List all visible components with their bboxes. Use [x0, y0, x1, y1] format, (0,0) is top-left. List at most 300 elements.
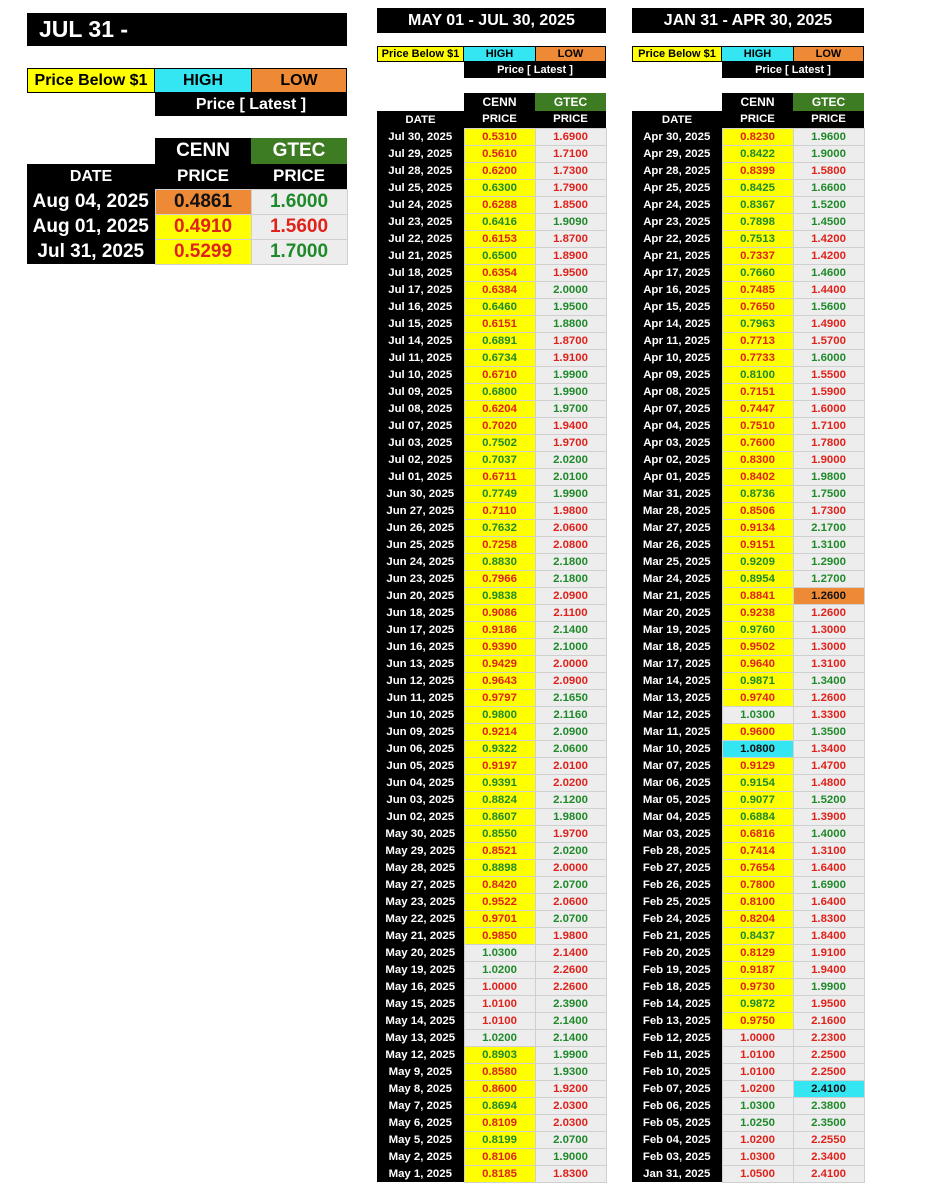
gtec-price-cell: 1.8400 [793, 927, 864, 944]
legend-high: HIGH [155, 68, 251, 93]
date-cell: Jul 25, 2025 [377, 179, 464, 196]
gtec-price-cell: 1.5800 [793, 162, 864, 179]
gtec-price-cell: 2.1400 [535, 621, 606, 638]
table-row [377, 1029, 606, 1046]
gtec-price-cell: 1.9900 [535, 1046, 606, 1063]
gtec-price-cell: 1.2600 [793, 689, 864, 706]
date-cell: Jun 06, 2025 [377, 740, 464, 757]
cenn-price-cell: 0.9429 [464, 655, 535, 672]
table-row [632, 1148, 864, 1165]
cenn-price-cell: 0.9187 [722, 961, 793, 978]
cenn-price-cell: 0.8607 [464, 808, 535, 825]
cenn-price-cell: 0.7447 [722, 400, 793, 417]
cenn-price-cell: 0.7898 [722, 213, 793, 230]
table-row [632, 978, 864, 995]
gtec-price-cell: 2.0000 [535, 281, 606, 298]
table-row [632, 451, 864, 468]
cenn-price-cell: 0.9134 [722, 519, 793, 536]
date-cell: Mar 18, 2025 [632, 638, 722, 655]
table-row [377, 825, 606, 842]
table-row [377, 179, 606, 196]
date-cell: May 30, 2025 [377, 825, 464, 842]
date-cell: Apr 22, 2025 [632, 230, 722, 247]
table-row [377, 417, 606, 434]
gtec-price-cell: 1.7500 [793, 485, 864, 502]
gtec-price-cell: 2.0300 [535, 1097, 606, 1114]
gtec-price-cell: 1.4000 [793, 825, 864, 842]
table-row [377, 604, 606, 621]
cenn-price-cell: 0.6500 [464, 247, 535, 264]
gtec-price-cell: 1.9600 [793, 128, 864, 145]
date-cell: Jan 31, 2025 [632, 1165, 722, 1182]
gtec-price-cell: 2.2550 [793, 1131, 864, 1148]
cenn-price-cell: 0.8300 [722, 451, 793, 468]
table-row [632, 859, 864, 876]
date-cell: Jun 11, 2025 [377, 689, 464, 706]
gtec-price-cell: 1.7300 [535, 162, 606, 179]
legend-right-low: LOW [793, 46, 864, 62]
date-cell: Jul 11, 2025 [377, 349, 464, 366]
cenn-price-cell: 0.9800 [464, 706, 535, 723]
table-row [377, 145, 606, 162]
mid-header-cenn: CENN [464, 93, 535, 111]
gtec-price-cell: 2.0900 [535, 723, 606, 740]
gtec-price-cell: 2.2500 [793, 1063, 864, 1080]
legend-right-label-bar [722, 62, 864, 78]
legend-latest-label: Price [ Latest ] [195, 96, 307, 113]
cenn-price-cell: 0.5299 [155, 239, 251, 264]
gtec-price-cell: 1.3000 [793, 621, 864, 638]
legend-below-one: Price Below $1 [27, 68, 155, 93]
gtec-price-cell: 2.1100 [535, 604, 606, 621]
latest-subheader-date: DATE [27, 164, 155, 189]
gtec-price-cell: 1.3100 [793, 655, 864, 672]
gtec-price-cell: 1.8500 [535, 196, 606, 213]
cenn-price-cell: 0.7650 [722, 298, 793, 315]
cenn-price-cell: 0.8824 [464, 791, 535, 808]
table-row [632, 570, 864, 587]
date-cell: Aug 01, 2025 [27, 214, 155, 239]
right-title-bar [632, 8, 864, 33]
date-cell: Feb 11, 2025 [632, 1046, 722, 1063]
cenn-price-cell: 0.9522 [464, 893, 535, 910]
table-row [632, 604, 864, 621]
table-row [377, 876, 606, 893]
gtec-price-cell: 2.1800 [535, 553, 606, 570]
date-cell: Feb 24, 2025 [632, 910, 722, 927]
date-cell: Mar 14, 2025 [632, 672, 722, 689]
table-row [632, 349, 864, 366]
table-row [632, 247, 864, 264]
gtec-price-cell: 2.1400 [535, 1012, 606, 1029]
table-row [632, 264, 864, 281]
date-cell: Jun 24, 2025 [377, 553, 464, 570]
cenn-price-cell: 1.0100 [464, 995, 535, 1012]
cenn-price-cell: 0.8954 [722, 570, 793, 587]
date-cell: Apr 09, 2025 [632, 366, 722, 383]
legend-latest [27, 68, 347, 93]
cenn-price-cell: 0.6354 [464, 264, 535, 281]
cenn-price-cell: 0.7110 [464, 502, 535, 519]
table-row [377, 298, 606, 315]
date-cell: Apr 03, 2025 [632, 434, 722, 451]
cenn-price-cell: 0.6300 [464, 179, 535, 196]
cenn-price-cell: 1.0000 [464, 978, 535, 995]
table-row [632, 502, 864, 519]
cenn-price-cell: 1.0300 [722, 706, 793, 723]
date-cell: May 22, 2025 [377, 910, 464, 927]
gtec-price-cell: 1.8700 [535, 230, 606, 247]
table-row [632, 927, 864, 944]
cenn-price-cell: 0.6384 [464, 281, 535, 298]
date-cell: Mar 03, 2025 [632, 825, 722, 842]
gtec-price-cell: 1.9700 [535, 400, 606, 417]
cenn-price-cell: 0.4861 [155, 189, 251, 214]
legend-mid-low: LOW [535, 46, 606, 62]
table-row [377, 859, 606, 876]
date-cell: Jun 18, 2025 [377, 604, 464, 621]
gtec-price-cell: 1.5500 [793, 366, 864, 383]
cenn-price-cell: 0.8367 [722, 196, 793, 213]
gtec-price-cell: 1.7100 [535, 145, 606, 162]
cenn-price-cell: 0.9391 [464, 774, 535, 791]
gtec-price-cell: 1.8700 [535, 332, 606, 349]
date-cell: May 29, 2025 [377, 842, 464, 859]
date-cell: May 12, 2025 [377, 1046, 464, 1063]
gtec-price-cell: 1.9400 [535, 417, 606, 434]
cenn-price-cell: 0.9129 [722, 757, 793, 774]
cenn-price-cell: 0.8830 [464, 553, 535, 570]
gtec-price-cell: 2.0100 [535, 757, 606, 774]
cenn-price-cell: 0.6884 [722, 808, 793, 825]
table-row [377, 366, 606, 383]
gtec-price-cell: 1.8800 [535, 315, 606, 332]
table-row [632, 995, 864, 1012]
cenn-price-cell: 1.0300 [464, 944, 535, 961]
table-row [377, 1114, 606, 1131]
gtec-price-cell: 2.1800 [535, 570, 606, 587]
gtec-price-cell: 1.9100 [535, 349, 606, 366]
date-cell: May 2, 2025 [377, 1148, 464, 1165]
cenn-price-cell: 0.8402 [722, 468, 793, 485]
cenn-price-cell: 0.8420 [464, 876, 535, 893]
legend-mid-below-one: Price Below $1 [377, 46, 464, 62]
table-row [632, 162, 864, 179]
table-row [377, 247, 606, 264]
cenn-price-cell: 0.5610 [464, 145, 535, 162]
gtec-price-cell: 1.9700 [535, 825, 606, 842]
cenn-price-cell: 0.8230 [722, 128, 793, 145]
cenn-price-cell: 0.9600 [722, 723, 793, 740]
gtec-price-cell: 1.7100 [793, 417, 864, 434]
date-cell: Feb 13, 2025 [632, 1012, 722, 1029]
table-row [377, 978, 606, 995]
date-cell: Feb 04, 2025 [632, 1131, 722, 1148]
cenn-price-cell: 0.7151 [722, 383, 793, 400]
date-cell: Jul 09, 2025 [377, 383, 464, 400]
gtec-price-cell: 1.4600 [793, 264, 864, 281]
cenn-price-cell: 0.8600 [464, 1080, 535, 1097]
table-row [632, 332, 864, 349]
table-row [632, 1029, 864, 1046]
gtec-price-cell: 2.0900 [535, 587, 606, 604]
cenn-price-cell: 0.9701 [464, 910, 535, 927]
cenn-price-cell: 0.7966 [464, 570, 535, 587]
date-cell: Mar 10, 2025 [632, 740, 722, 757]
date-cell: Feb 20, 2025 [632, 944, 722, 961]
date-cell: Apr 08, 2025 [632, 383, 722, 400]
gtec-price-cell: 1.9800 [535, 808, 606, 825]
table-row [632, 315, 864, 332]
gtec-price-cell: 1.2600 [793, 604, 864, 621]
cenn-price-cell: 0.6204 [464, 400, 535, 417]
table-row [377, 451, 606, 468]
cenn-price-cell: 0.7660 [722, 264, 793, 281]
date-cell: Jun 10, 2025 [377, 706, 464, 723]
date-cell: May 27, 2025 [377, 876, 464, 893]
date-cell: Apr 24, 2025 [632, 196, 722, 213]
table-row [377, 655, 606, 672]
latest-header-blank [27, 138, 155, 164]
gtec-price-cell: 2.1700 [793, 519, 864, 536]
legend-latest-label-bar [155, 93, 347, 116]
table-row [377, 230, 606, 247]
date-cell: Jul 28, 2025 [377, 162, 464, 179]
table-row [632, 1063, 864, 1080]
mid-header-blank [377, 93, 464, 111]
cenn-price-cell: 0.9186 [464, 621, 535, 638]
table-row [632, 1097, 864, 1114]
gtec-price-cell: 2.1400 [535, 944, 606, 961]
date-cell: Feb 21, 2025 [632, 927, 722, 944]
cenn-price-cell: 0.6800 [464, 383, 535, 400]
gtec-price-cell: 2.0800 [535, 536, 606, 553]
cenn-price-cell: 0.8506 [722, 502, 793, 519]
date-cell: Mar 07, 2025 [632, 757, 722, 774]
date-cell: Jun 02, 2025 [377, 808, 464, 825]
date-cell: May 15, 2025 [377, 995, 464, 1012]
mid-subheader-row [377, 111, 606, 128]
legend-mid-label: Price [ Latest ] [497, 64, 573, 76]
table-row [27, 189, 347, 214]
cenn-price-cell: 1.0100 [722, 1046, 793, 1063]
legend-low: LOW [251, 68, 347, 93]
table-row [632, 757, 864, 774]
table-row [377, 1097, 606, 1114]
gtec-price-cell: 1.4800 [793, 774, 864, 791]
cenn-price-cell: 0.8694 [464, 1097, 535, 1114]
table-row [377, 995, 606, 1012]
table-row [377, 706, 606, 723]
gtec-price-cell: 1.8300 [793, 910, 864, 927]
gtec-price-cell: 1.3000 [793, 638, 864, 655]
date-cell: Apr 10, 2025 [632, 349, 722, 366]
gtec-price-cell: 1.9090 [535, 213, 606, 230]
cenn-price-cell: 0.9838 [464, 587, 535, 604]
gtec-price-cell: 2.0000 [535, 655, 606, 672]
date-cell: Feb 12, 2025 [632, 1029, 722, 1046]
table-row [377, 910, 606, 927]
cenn-price-cell: 1.0200 [722, 1080, 793, 1097]
cenn-price-cell: 0.7713 [722, 332, 793, 349]
cenn-price-cell: 0.9197 [464, 757, 535, 774]
gtec-price-cell: 2.0900 [535, 672, 606, 689]
right-table-body [632, 128, 864, 1182]
gtec-price-cell: 2.1160 [535, 706, 606, 723]
gtec-price-cell: 1.9500 [535, 298, 606, 315]
table-row [632, 536, 864, 553]
cenn-price-cell: 0.7800 [722, 876, 793, 893]
table-row [377, 536, 606, 553]
cenn-price-cell: 0.7654 [722, 859, 793, 876]
cenn-price-cell: 0.8399 [722, 162, 793, 179]
cenn-price-cell: 1.0000 [722, 1029, 793, 1046]
date-cell: Apr 28, 2025 [632, 162, 722, 179]
date-cell: Mar 12, 2025 [632, 706, 722, 723]
cenn-price-cell: 0.9730 [722, 978, 793, 995]
date-cell: Jun 20, 2025 [377, 587, 464, 604]
gtec-price-cell: 1.9900 [535, 383, 606, 400]
table-row [632, 1012, 864, 1029]
table-row [377, 553, 606, 570]
gtec-price-cell: 2.1000 [535, 638, 606, 655]
date-cell: Apr 25, 2025 [632, 179, 722, 196]
latest-header-gtec: GTEC [251, 138, 347, 164]
cenn-price-cell: 0.9643 [464, 672, 535, 689]
table-row [377, 468, 606, 485]
gtec-price-cell: 1.6900 [535, 128, 606, 145]
date-cell: Jul 10, 2025 [377, 366, 464, 383]
table-row [377, 349, 606, 366]
date-cell: Feb 28, 2025 [632, 842, 722, 859]
cenn-price-cell: 0.9750 [722, 1012, 793, 1029]
table-row [377, 774, 606, 791]
table-row [377, 400, 606, 417]
date-cell: Feb 10, 2025 [632, 1063, 722, 1080]
date-cell: Jun 23, 2025 [377, 570, 464, 587]
gtec-price-cell: 1.5900 [793, 383, 864, 400]
mid-title-bar [377, 8, 606, 33]
table-row [377, 791, 606, 808]
cenn-price-cell: 0.8521 [464, 842, 535, 859]
gtec-price-cell: 1.3400 [793, 672, 864, 689]
date-cell: Apr 21, 2025 [632, 247, 722, 264]
table-row [632, 434, 864, 451]
date-cell: May 19, 2025 [377, 961, 464, 978]
date-cell: Jul 31, 2025 [27, 239, 155, 264]
table-row [377, 927, 606, 944]
cenn-price-cell: 0.8204 [722, 910, 793, 927]
date-cell: Apr 04, 2025 [632, 417, 722, 434]
date-cell: Jun 30, 2025 [377, 485, 464, 502]
gtec-price-cell: 2.0200 [535, 774, 606, 791]
cenn-price-cell: 0.9760 [722, 621, 793, 638]
date-cell: Jul 14, 2025 [377, 332, 464, 349]
table-row [377, 519, 606, 536]
table-row [632, 128, 864, 145]
table-row [632, 706, 864, 723]
table-row [377, 672, 606, 689]
gtec-price-cell: 1.5600 [251, 214, 347, 239]
cenn-price-cell: 0.7337 [722, 247, 793, 264]
date-cell: Jul 16, 2025 [377, 298, 464, 315]
gtec-price-cell: 1.9000 [535, 1148, 606, 1165]
right-header-row [632, 93, 864, 111]
right-title: JAN 31 - APR 30, 2025 [663, 12, 833, 29]
cenn-price-cell: 0.8841 [722, 587, 793, 604]
gtec-price-cell: 1.9900 [535, 366, 606, 383]
table-row [632, 485, 864, 502]
gtec-price-cell: 1.4700 [793, 757, 864, 774]
cenn-price-cell: 0.8106 [464, 1148, 535, 1165]
date-cell: Apr 23, 2025 [632, 213, 722, 230]
cenn-price-cell: 0.8129 [722, 944, 793, 961]
gtec-price-cell: 1.3500 [793, 723, 864, 740]
table-row [27, 214, 347, 239]
date-cell: May 14, 2025 [377, 1012, 464, 1029]
cenn-price-cell: 0.7020 [464, 417, 535, 434]
date-cell: Jul 30, 2025 [377, 128, 464, 145]
gtec-price-cell: 1.9800 [535, 927, 606, 944]
cenn-price-cell: 0.6891 [464, 332, 535, 349]
date-cell: Feb 05, 2025 [632, 1114, 722, 1131]
gtec-price-cell: 2.4100 [793, 1080, 864, 1097]
table-row [377, 196, 606, 213]
table-row [377, 587, 606, 604]
cenn-price-cell: 0.8736 [722, 485, 793, 502]
table-row [632, 179, 864, 196]
legend-mid-label-bar [464, 62, 606, 78]
cenn-price-cell: 0.6734 [464, 349, 535, 366]
date-cell: Jun 05, 2025 [377, 757, 464, 774]
legend-right-high: HIGH [722, 46, 793, 62]
gtec-price-cell: 2.0000 [535, 859, 606, 876]
date-cell: Feb 27, 2025 [632, 859, 722, 876]
cenn-price-cell: 0.7510 [722, 417, 793, 434]
latest-header-row [27, 138, 347, 164]
gtec-price-cell: 1.9900 [793, 978, 864, 995]
date-cell: Feb 26, 2025 [632, 876, 722, 893]
table-row [377, 1012, 606, 1029]
table-row [632, 281, 864, 298]
cenn-price-cell: 0.6416 [464, 213, 535, 230]
date-cell: Jul 22, 2025 [377, 230, 464, 247]
latest-subheader-gtec-price: PRICE [251, 164, 347, 189]
cenn-price-cell: 0.6200 [464, 162, 535, 179]
table-row [377, 893, 606, 910]
table-row [632, 366, 864, 383]
table-row [377, 1080, 606, 1097]
cenn-price-cell: 0.8185 [464, 1165, 535, 1182]
gtec-price-cell: 2.4100 [793, 1165, 864, 1182]
gtec-price-cell: 1.9100 [793, 944, 864, 961]
table-row [632, 468, 864, 485]
date-cell: Aug 04, 2025 [27, 189, 155, 214]
gtec-price-cell: 1.7900 [535, 179, 606, 196]
date-cell: Feb 19, 2025 [632, 961, 722, 978]
table-row [377, 1165, 606, 1182]
date-cell: Apr 14, 2025 [632, 315, 722, 332]
cenn-price-cell: 0.7963 [722, 315, 793, 332]
date-cell: Apr 29, 2025 [632, 145, 722, 162]
table-row [632, 145, 864, 162]
date-cell: Apr 17, 2025 [632, 264, 722, 281]
date-cell: Jul 29, 2025 [377, 145, 464, 162]
gtec-price-cell: 2.0700 [535, 1131, 606, 1148]
cenn-price-cell: 0.6151 [464, 315, 535, 332]
cenn-price-cell: 0.7632 [464, 519, 535, 536]
gtec-price-cell: 2.3400 [793, 1148, 864, 1165]
